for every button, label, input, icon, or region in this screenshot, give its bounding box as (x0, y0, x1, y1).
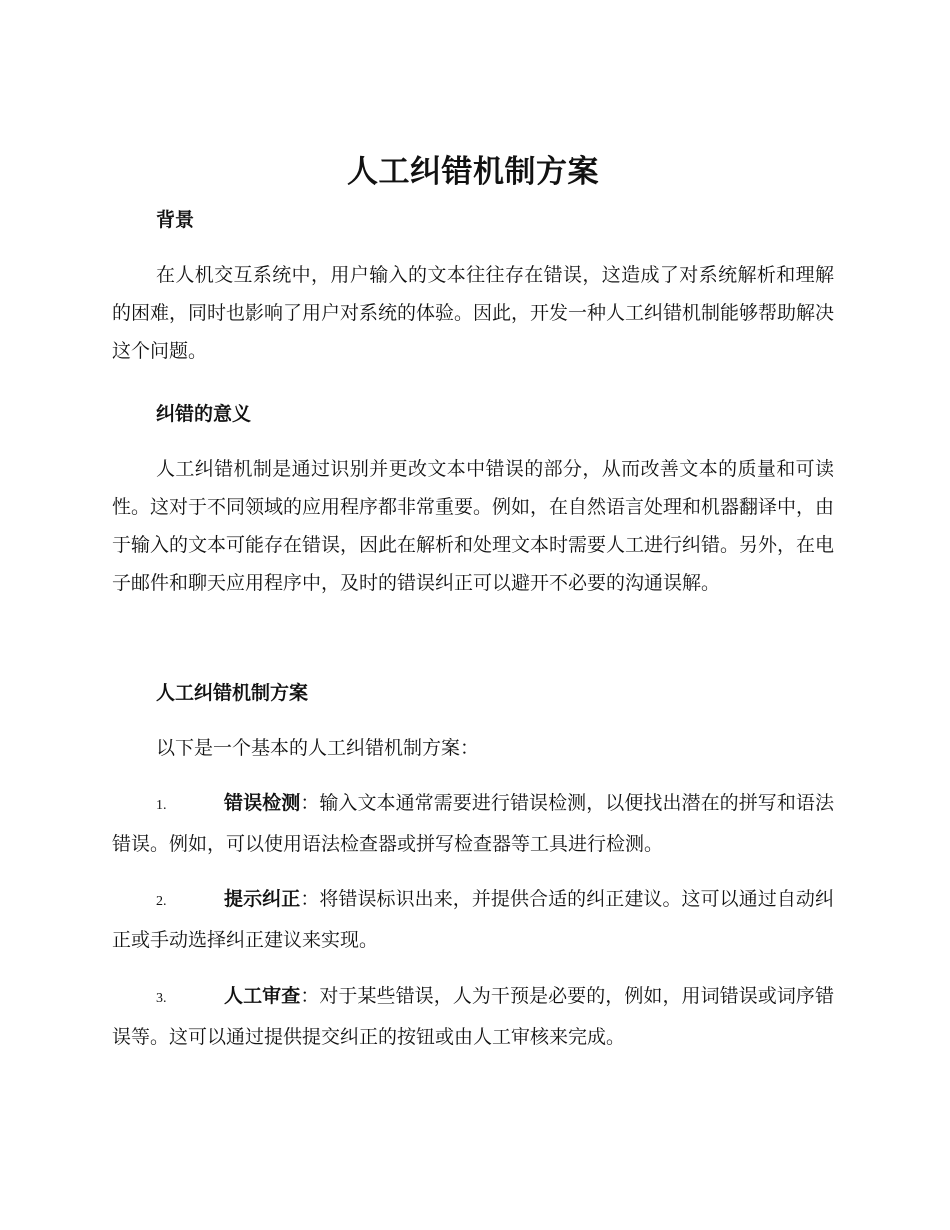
section-heading-background: 背景 (156, 209, 195, 231)
list-item-text: ：输入文本通常需要进行错误检测，以便找出潜在的拼写和语法错误。例如，可以使用语法检查器或拼写检查器等工具进行检测。 (112, 792, 834, 855)
section-paragraph-background: 在人机交互系统中，用户输入的文本往往存在错误，这造成了对系统解析和理解的困难，同时也影响了用户对系统的体验。因此，开发一种人工纠错机制能够帮助解决这个问题。 (112, 264, 835, 362)
section-heading-significance: 纠错的意义 (156, 403, 252, 425)
document-title: 人工纠错机制方案 (347, 154, 599, 190)
list-item-number: 2. (156, 894, 167, 909)
list-item-number: 3. (156, 991, 167, 1006)
list-item-prompt-correction (112, 880, 834, 959)
section-paragraph-scheme-intro: 以下是一个基本的人工纠错机制方案： (156, 737, 480, 759)
section-paragraph-significance: 人工纠错机制是通过识别并更改文本中错误的部分，从而改善文本的质量和可读性。这对于不同领域的应用程序都非常重要。例如，在自然语言处理和机器翻译中，由于输入的文本可能存在错误，因此在解析和处理文本时需要人工进行纠错。另外，在电子邮件和聊天应用程序中，及时的错误纠正可以避开不必要的沟通误解。 (112, 458, 835, 594)
list-item-number: 1. (156, 798, 167, 813)
section-heading-scheme: 人工纠错机制方案 (156, 682, 309, 704)
list-item-term: 提示纠正 (224, 888, 301, 910)
list-item-term: 错误检测 (224, 792, 301, 814)
list-item-term: 人工审查 (224, 985, 301, 1007)
list-item-error-detection (112, 784, 834, 863)
list-item-text: ：对于某些错误，人为干预是必要的，例如，用词错误或词序错误等。这可以通过提供提交纠正的按钮或由人工审核来完成。 (112, 985, 834, 1048)
list-item-text: ：将错误标识出来，并提供合适的纠正建议。这可以通过自动纠正或手动选择纠正建议来实现。 (112, 888, 834, 951)
list-item-manual-review (112, 977, 834, 1056)
